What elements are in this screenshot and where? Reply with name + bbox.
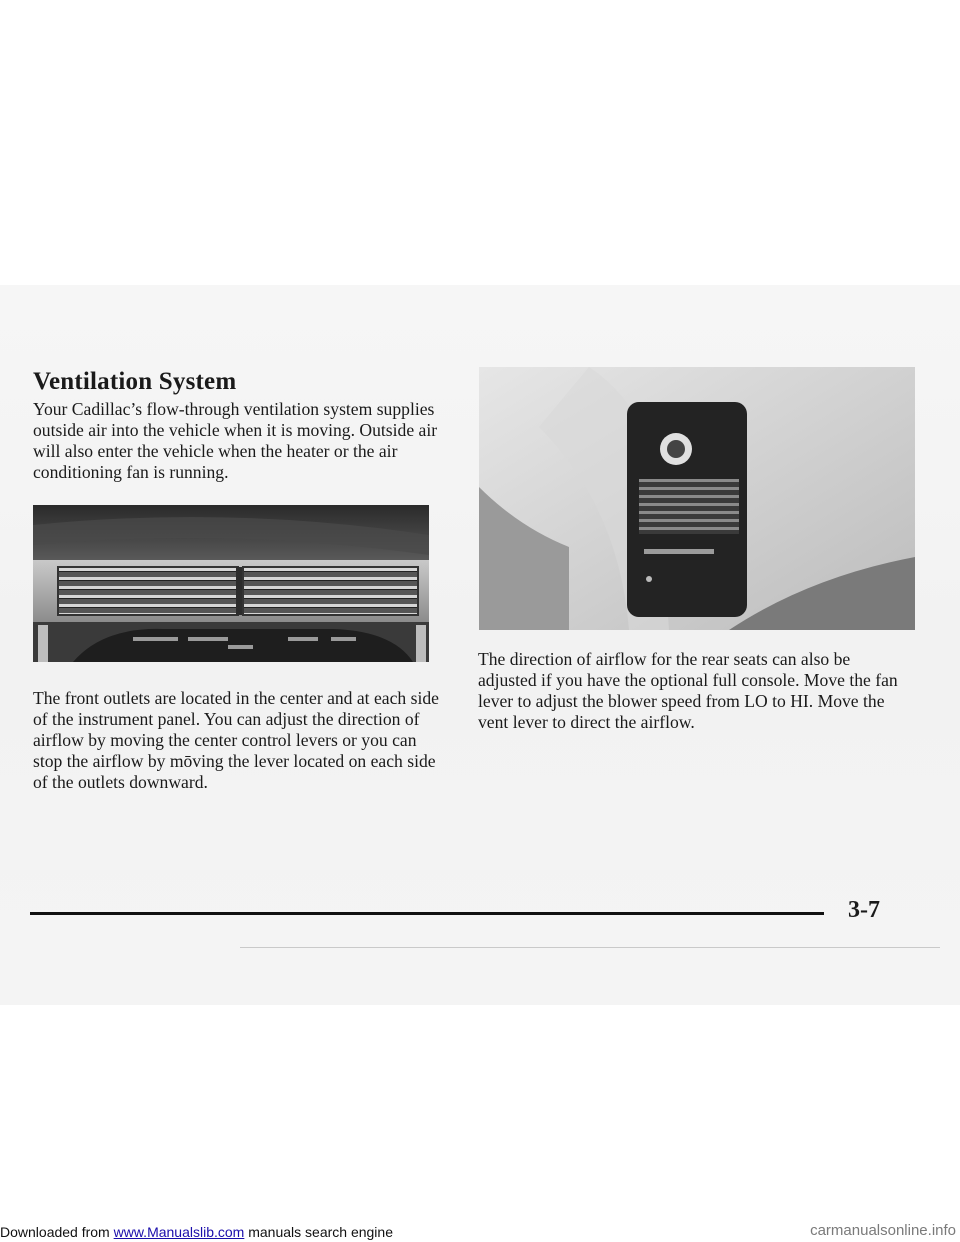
page-number: 3-7 [848,897,880,923]
scan-artifact-line [240,947,940,948]
front-outlets-paragraph: The front outlets are located in the center and at each side of the instrument panel. You can adjust the direction of airflow by moving the center control levers or you can stop the airflow by mōving the lever located on each side of the outlets downward. [33,688,439,792]
front-outlets-photo [33,505,429,662]
rear-console-illustration [479,367,915,630]
rear-seats-paragraph: The direction of airflow for the rear seats can also be adjusted if you have the optional full console. Move the fan lever to adjust the blower speed from LO to HI. Move the vent lever to direct the airflow. [478,649,898,732]
dashboard-vents-illustration [33,505,429,662]
watermark-text: carmanualsonline.info [810,1222,956,1239]
section-heading: Ventilation System [33,368,237,395]
intro-paragraph: Your Cadillac’s flow-through ventilation system supplies outside air into the vehicle when it is moving. Outside air will also enter the vehicle when the heater or the air conditioning fan is running. [33,399,438,482]
rear-console-photo [479,367,915,630]
manualslib-link[interactable]: www.Manualslib.com [113,1224,245,1240]
footer-suffix: manuals search engine [244,1224,393,1240]
footer-prefix: Downloaded from [0,1224,114,1240]
page-rule [30,912,824,915]
download-footer [0,1224,393,1240]
